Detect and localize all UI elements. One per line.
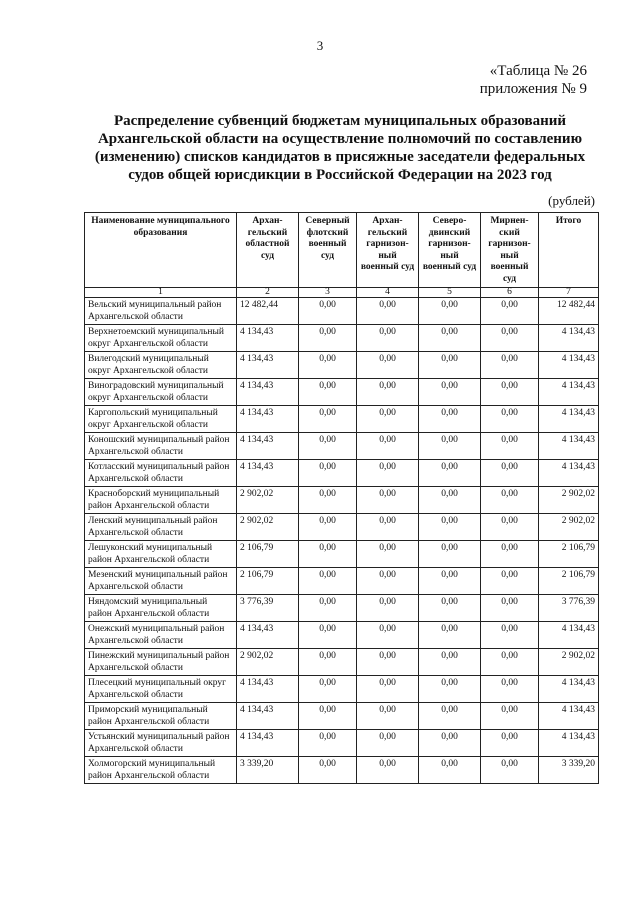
regional-court-amount: 4 134,43	[237, 460, 299, 487]
arkhangelsk-garrison-amount: 0,00	[357, 379, 419, 406]
severodvinsk-garrison-amount: 0,00	[419, 676, 481, 703]
total-amount: 3 339,20	[539, 757, 599, 784]
arkhangelsk-garrison-amount: 0,00	[357, 595, 419, 622]
mirny-garrison-amount: 0,00	[481, 622, 539, 649]
severodvinsk-garrison-amount: 0,00	[419, 325, 481, 352]
total-amount: 4 134,43	[539, 703, 599, 730]
severodvinsk-garrison-amount: 0,00	[419, 460, 481, 487]
total-amount: 2 106,79	[539, 568, 599, 595]
municipality-name: Пинежский муниципальный район Архангельской области	[85, 649, 237, 676]
severodvinsk-garrison-amount: 0,00	[419, 406, 481, 433]
table-row	[85, 433, 599, 460]
table-row	[85, 703, 599, 730]
header-arkhangelsk-garrison-court: Архан-гельский гарнизон-ный военный суд	[357, 213, 419, 288]
northern-fleet-court-amount: 0,00	[299, 352, 357, 379]
mirny-garrison-amount: 0,00	[481, 298, 539, 325]
regional-court-amount: 4 134,43	[237, 406, 299, 433]
table-row	[85, 352, 599, 379]
table-row	[85, 460, 599, 487]
arkhangelsk-garrison-amount: 0,00	[357, 352, 419, 379]
total-amount: 2 902,02	[539, 649, 599, 676]
severodvinsk-garrison-amount: 0,00	[419, 541, 481, 568]
regional-court-amount: 4 134,43	[237, 433, 299, 460]
northern-fleet-court-amount: 0,00	[299, 460, 357, 487]
municipality-name: Верхнетоемский муниципальный округ Архангельской области	[85, 325, 237, 352]
total-amount: 2 902,02	[539, 514, 599, 541]
municipality-name: Приморский муниципальный район Архангельской области	[85, 703, 237, 730]
total-amount: 4 134,43	[539, 676, 599, 703]
northern-fleet-court-amount: 0,00	[299, 622, 357, 649]
arkhangelsk-garrison-amount: 0,00	[357, 433, 419, 460]
severodvinsk-garrison-amount: 0,00	[419, 595, 481, 622]
northern-fleet-court-amount: 0,00	[299, 406, 357, 433]
mirny-garrison-amount: 0,00	[481, 514, 539, 541]
municipality-name: Каргопольский муниципальный округ Архангельской области	[85, 406, 237, 433]
table-reference-line1: «Таблица № 26	[489, 63, 587, 79]
mirny-garrison-amount: 0,00	[481, 352, 539, 379]
table-reference-line2: приложения № 9	[479, 81, 587, 97]
total-amount: 2 106,79	[539, 541, 599, 568]
northern-fleet-court-amount: 0,00	[299, 757, 357, 784]
severodvinsk-garrison-amount: 0,00	[419, 487, 481, 514]
regional-court-amount: 2 902,02	[237, 514, 299, 541]
column-number: 1	[85, 288, 237, 298]
mirny-garrison-amount: 0,00	[481, 541, 539, 568]
mirny-garrison-amount: 0,00	[481, 379, 539, 406]
mirny-garrison-amount: 0,00	[481, 460, 539, 487]
table-row	[85, 325, 599, 352]
regional-court-amount: 3 776,39	[237, 595, 299, 622]
municipality-name: Плесецкий муниципальный округ Архангельской области	[85, 676, 237, 703]
severodvinsk-garrison-amount: 0,00	[419, 433, 481, 460]
table-row	[85, 298, 599, 325]
total-amount: 4 134,43	[539, 730, 599, 757]
municipality-name: Ленский муниципальный район Архангельской области	[85, 514, 237, 541]
mirny-garrison-amount: 0,00	[481, 730, 539, 757]
arkhangelsk-garrison-amount: 0,00	[357, 703, 419, 730]
table-row	[85, 676, 599, 703]
severodvinsk-garrison-amount: 0,00	[419, 379, 481, 406]
arkhangelsk-garrison-amount: 0,00	[357, 730, 419, 757]
northern-fleet-court-amount: 0,00	[299, 595, 357, 622]
table-row	[85, 514, 599, 541]
distribution-table	[84, 212, 599, 784]
total-amount: 3 776,39	[539, 595, 599, 622]
municipality-name: Коношский муниципальный район Архангельской области	[85, 433, 237, 460]
arkhangelsk-garrison-amount: 0,00	[357, 757, 419, 784]
table-row	[85, 541, 599, 568]
column-number: 6	[481, 288, 539, 298]
severodvinsk-garrison-amount: 0,00	[419, 352, 481, 379]
mirny-garrison-amount: 0,00	[481, 595, 539, 622]
northern-fleet-court-amount: 0,00	[299, 649, 357, 676]
header-municipality: Наименование муниципального образования	[85, 213, 237, 288]
municipality-name: Вельский муниципальный район Архангельской области	[85, 298, 237, 325]
column-number: 2	[237, 288, 299, 298]
arkhangelsk-garrison-amount: 0,00	[357, 568, 419, 595]
total-amount: 4 134,43	[539, 325, 599, 352]
municipality-name: Няндомский муниципальный район Архангельской области	[85, 595, 237, 622]
page-number: 3	[316, 38, 324, 53]
municipality-name: Котласский муниципальный район Архангельской области	[85, 460, 237, 487]
regional-court-amount: 4 134,43	[237, 352, 299, 379]
table-row	[85, 568, 599, 595]
mirny-garrison-amount: 0,00	[481, 676, 539, 703]
regional-court-amount: 4 134,43	[237, 676, 299, 703]
severodvinsk-garrison-amount: 0,00	[419, 568, 481, 595]
mirny-garrison-amount: 0,00	[481, 757, 539, 784]
northern-fleet-court-amount: 0,00	[299, 379, 357, 406]
municipality-name: Красноборский муниципальный район Архангельской области	[85, 487, 237, 514]
arkhangelsk-garrison-amount: 0,00	[357, 676, 419, 703]
table-row	[85, 379, 599, 406]
table-row	[85, 622, 599, 649]
severodvinsk-garrison-amount: 0,00	[419, 298, 481, 325]
regional-court-amount: 2 106,79	[237, 541, 299, 568]
northern-fleet-court-amount: 0,00	[299, 298, 357, 325]
table-row	[85, 649, 599, 676]
mirny-garrison-amount: 0,00	[481, 703, 539, 730]
northern-fleet-court-amount: 0,00	[299, 514, 357, 541]
regional-court-amount: 2 902,02	[237, 487, 299, 514]
municipality-name: Устьянский муниципальный район Архангельской области	[85, 730, 237, 757]
total-amount: 12 482,44	[539, 298, 599, 325]
municipality-name: Виноградовский муниципальный округ Архангельской области	[85, 379, 237, 406]
total-amount: 4 134,43	[539, 379, 599, 406]
header-mirny-garrison-court: Мирнен-ский гарнизон-ный военный суд	[481, 213, 539, 288]
arkhangelsk-garrison-amount: 0,00	[357, 325, 419, 352]
total-amount: 4 134,43	[539, 352, 599, 379]
northern-fleet-court-amount: 0,00	[299, 730, 357, 757]
severodvinsk-garrison-amount: 0,00	[419, 703, 481, 730]
northern-fleet-court-amount: 0,00	[299, 703, 357, 730]
regional-court-amount: 12 482,44	[237, 298, 299, 325]
municipality-name: Мезенский муниципальный район Архангельской области	[85, 568, 237, 595]
header-row	[85, 213, 599, 288]
header-regional-court: Архан-гельский областной суд	[237, 213, 299, 288]
total-amount: 4 134,43	[539, 622, 599, 649]
unit-label: (рублей)	[548, 193, 595, 208]
severodvinsk-garrison-amount: 0,00	[419, 514, 481, 541]
arkhangelsk-garrison-amount: 0,00	[357, 487, 419, 514]
northern-fleet-court-amount: 0,00	[299, 487, 357, 514]
regional-court-amount: 3 339,20	[237, 757, 299, 784]
header-northern-fleet-court: Северный флотский военный суд	[299, 213, 357, 288]
table-row	[85, 595, 599, 622]
column-number-row	[85, 288, 599, 298]
column-number: 3	[299, 288, 357, 298]
northern-fleet-court-amount: 0,00	[299, 325, 357, 352]
municipality-name: Онежский муниципальный район Архангельской области	[85, 622, 237, 649]
northern-fleet-court-amount: 0,00	[299, 433, 357, 460]
total-amount: 4 134,43	[539, 433, 599, 460]
table-row	[85, 757, 599, 784]
table-row	[85, 487, 599, 514]
mirny-garrison-amount: 0,00	[481, 325, 539, 352]
mirny-garrison-amount: 0,00	[481, 568, 539, 595]
regional-court-amount: 4 134,43	[237, 703, 299, 730]
total-amount: 2 902,02	[539, 487, 599, 514]
northern-fleet-court-amount: 0,00	[299, 541, 357, 568]
regional-court-amount: 4 134,43	[237, 730, 299, 757]
arkhangelsk-garrison-amount: 0,00	[357, 622, 419, 649]
municipality-name: Вилегодский муниципальный округ Архангельской области	[85, 352, 237, 379]
document-title: Распределение субвенций бюджетам муниципальных образований Архангельской области на осуществление полномочий по составлению (изменению) списков кандидатов в присяжные заседатели федеральных судов общей юрисдикции в Российской Федерации на 2023 год	[94, 113, 586, 183]
column-number: 5	[419, 288, 481, 298]
table-row	[85, 730, 599, 757]
regional-court-amount: 2 902,02	[237, 649, 299, 676]
municipality-name: Лешуконский муниципальный район Архангельской области	[85, 541, 237, 568]
regional-court-amount: 2 106,79	[237, 568, 299, 595]
severodvinsk-garrison-amount: 0,00	[419, 649, 481, 676]
mirny-garrison-amount: 0,00	[481, 406, 539, 433]
regional-court-amount: 4 134,43	[237, 379, 299, 406]
arkhangelsk-garrison-amount: 0,00	[357, 460, 419, 487]
mirny-garrison-amount: 0,00	[481, 487, 539, 514]
northern-fleet-court-amount: 0,00	[299, 568, 357, 595]
table-reference	[480, 62, 587, 98]
severodvinsk-garrison-amount: 0,00	[419, 730, 481, 757]
table-row	[85, 406, 599, 433]
header-total: Итого	[539, 213, 599, 288]
arkhangelsk-garrison-amount: 0,00	[357, 649, 419, 676]
mirny-garrison-amount: 0,00	[481, 649, 539, 676]
arkhangelsk-garrison-amount: 0,00	[357, 406, 419, 433]
table-body	[85, 298, 599, 784]
regional-court-amount: 4 134,43	[237, 622, 299, 649]
municipality-name: Холмогорский муниципальный район Архангельской области	[85, 757, 237, 784]
header-severodvinsk-garrison-court: Северо-двинский гарнизон-ный военный суд	[419, 213, 481, 288]
arkhangelsk-garrison-amount: 0,00	[357, 514, 419, 541]
arkhangelsk-garrison-amount: 0,00	[357, 541, 419, 568]
regional-court-amount: 4 134,43	[237, 325, 299, 352]
severodvinsk-garrison-amount: 0,00	[419, 622, 481, 649]
column-number: 7	[539, 288, 599, 298]
mirny-garrison-amount: 0,00	[481, 433, 539, 460]
total-amount: 4 134,43	[539, 406, 599, 433]
arkhangelsk-garrison-amount: 0,00	[357, 298, 419, 325]
northern-fleet-court-amount: 0,00	[299, 676, 357, 703]
column-number: 4	[357, 288, 419, 298]
total-amount: 4 134,43	[539, 460, 599, 487]
severodvinsk-garrison-amount: 0,00	[419, 757, 481, 784]
